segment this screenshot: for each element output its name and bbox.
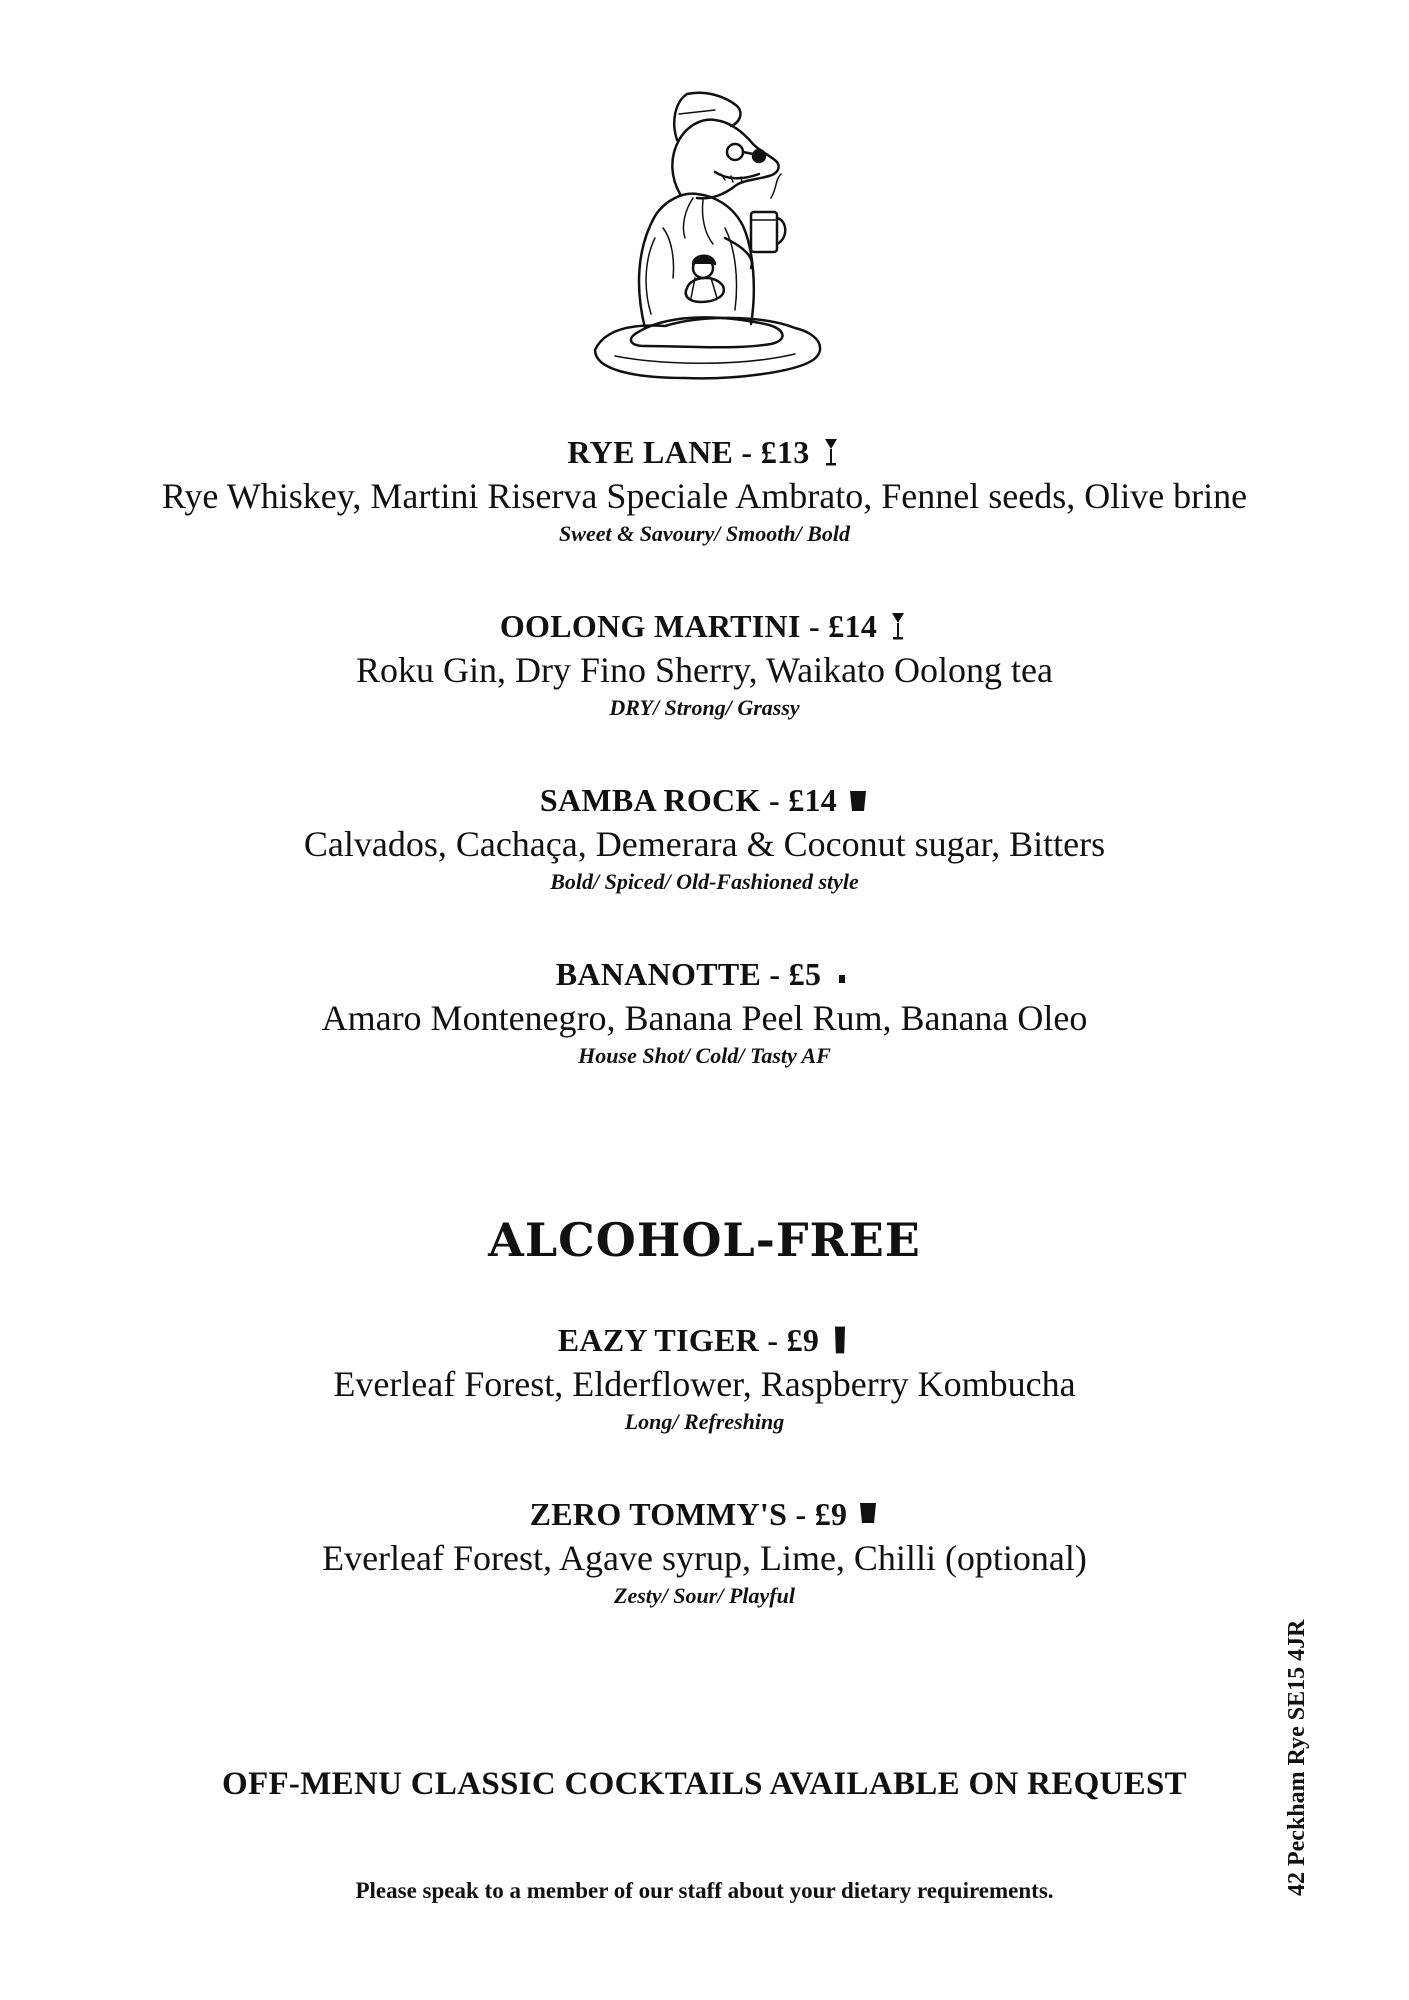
item-title bbox=[0, 954, 1409, 994]
item-ingredients: Everleaf Forest, Agave syrup, Lime, Chilli (optional) bbox=[322, 1538, 1087, 1578]
item-name-price: EAZY TIGER - £9 bbox=[557, 1322, 820, 1358]
martini-glass-icon bbox=[887, 611, 909, 641]
item-title bbox=[0, 780, 1409, 820]
item-title bbox=[0, 1494, 1409, 1534]
item-ingredients: Rye Whiskey, Martini Riserva Speciale Ambrato, Fennel seeds, Olive brine bbox=[161, 476, 1248, 516]
rocks-glass-icon bbox=[847, 785, 869, 815]
item-ingredients: Roku Gin, Dry Fino Sherry, Waikato Oolong tea bbox=[355, 650, 1054, 690]
menu-item-rye-lane bbox=[0, 432, 1409, 548]
off-menu-request-notice: OFF-MENU CLASSIC COCKTAILS AVAILABLE ON REQUEST bbox=[222, 1766, 1187, 1802]
item-title bbox=[0, 606, 1409, 646]
item-ingredients: Everleaf Forest, Elderflower, Raspberry Kombucha bbox=[333, 1364, 1076, 1404]
martini-glass-icon bbox=[820, 437, 842, 467]
menu-item-bananotte bbox=[0, 954, 1409, 1070]
item-notes: Zesty/ Sour/ Playful bbox=[614, 1583, 795, 1608]
item-name-price: RYE LANE - £13 bbox=[567, 434, 810, 470]
menu-item-samba-rock bbox=[0, 780, 1409, 896]
item-notes: DRY/ Strong/ Grassy bbox=[609, 695, 800, 720]
address-vertical bbox=[1281, 1621, 1315, 1896]
item-name-price: OOLONG MARTINI - £14 bbox=[499, 608, 878, 644]
item-notes: Sweet & Savoury/ Smooth/ Bold bbox=[559, 521, 850, 546]
menu-item-zero-tommys bbox=[0, 1494, 1409, 1610]
menu-item-eazy-tiger bbox=[0, 1320, 1409, 1436]
section-heading-alcohol-free: ALCOHOL-FREE bbox=[488, 1213, 921, 1267]
item-title bbox=[0, 1320, 1409, 1360]
wolf-illustration bbox=[575, 88, 835, 388]
item-name-price: SAMBA ROCK - £14 bbox=[539, 782, 838, 818]
item-notes: House Shot/ Cold/ Tasty AF bbox=[578, 1043, 831, 1068]
item-name-price: ZERO TOMMY'S - £9 bbox=[529, 1496, 848, 1532]
item-notes: Bold/ Spiced/ Old-Fashioned style bbox=[550, 869, 859, 894]
item-notes: Long/ Refreshing bbox=[624, 1409, 785, 1434]
item-name-price: BANANOTTE - £5 bbox=[555, 956, 822, 992]
address-text: 42 Peckham Rye SE15 4JR bbox=[1284, 1619, 1310, 1896]
dietary-notice: Please speak to a member of our staff about your dietary requirements. bbox=[355, 1878, 1054, 1903]
item-ingredients: Calvados, Cachaça, Demerara & Coconut sugar, Bitters bbox=[303, 824, 1106, 864]
shot-glass-icon bbox=[831, 959, 853, 989]
menu-item-oolong-martini bbox=[0, 606, 1409, 722]
wolf-with-tea-illustration-icon bbox=[575, 88, 835, 388]
rocks-glass-icon bbox=[857, 1499, 879, 1529]
item-ingredients: Amaro Montenegro, Banana Peel Rum, Banana Oleo bbox=[321, 998, 1088, 1038]
highball-glass-icon bbox=[829, 1325, 851, 1355]
item-title bbox=[0, 432, 1409, 472]
